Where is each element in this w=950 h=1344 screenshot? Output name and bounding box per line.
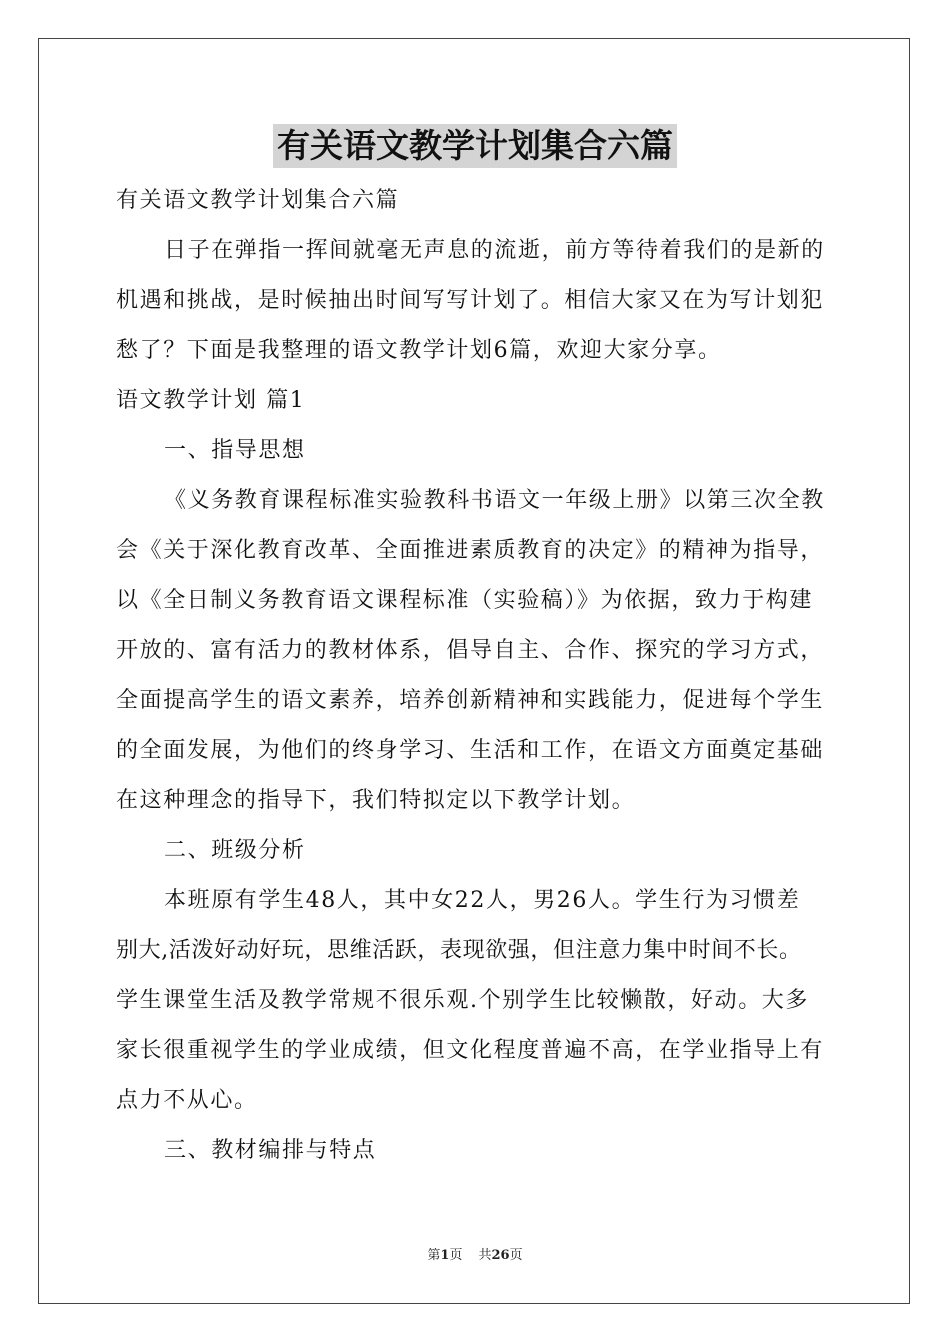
paragraph-line: 愁了？下面是我整理的语文教学计划6篇，欢迎大家分享。 xyxy=(116,338,722,363)
paragraph-line: 别大,活泼好动好玩，思维活跃，表现欲强，但注意力集中时间不长。 xyxy=(116,938,802,963)
page-number: 1 xyxy=(440,1248,450,1263)
total-pages: 26 xyxy=(491,1248,510,1263)
paragraph-line: 日子在弹指一挥间就毫无声息的流逝，前方等待着我们的是新的 xyxy=(164,238,825,263)
page-prefix: 第 xyxy=(427,1248,441,1263)
paragraph-line: 全面提高学生的语文素养，培养创新精神和实践能力，促进每个学生 xyxy=(116,688,825,713)
paragraph-line: 机遇和挑战，是时候抽出时间写写计划了。相信大家又在为写计划犯 xyxy=(116,288,825,313)
paragraph-line: 在这种理念的指导下，我们特拟定以下教学计划。 xyxy=(116,788,636,813)
document-body xyxy=(116,176,836,1176)
total-prefix: 共 xyxy=(478,1248,492,1263)
page-footer xyxy=(0,1244,950,1263)
paragraph-line: 开放的、富有活力的教材体系，倡导自主、合作、探究的学习方式， xyxy=(116,638,825,663)
paragraph-line: 以《全日制义务教育语文课程标准（实验稿）》为依据，致力于构建 xyxy=(116,588,814,613)
paragraph-line: 《义务教育课程标准实验教科书语文一年级上册》以第三次全教 xyxy=(164,488,825,513)
page-suffix: 页 xyxy=(449,1248,463,1263)
paragraph-line: 家长很重视学生的学业成绩，但文化程度普遍不高，在学业指导上有 xyxy=(116,1038,825,1063)
paragraph-line: 的全面发展，为他们的终身学习、生活和工作，在语文方面奠定基础 xyxy=(116,738,825,763)
subtitle-line: 有关语文教学计划集合六篇 xyxy=(116,188,400,213)
subsection-heading: 二、班级分析 xyxy=(164,838,306,863)
paragraph-line: 学生课堂生活及教学常规不很乐观.个别学生比较懒散，好动。大多 xyxy=(116,988,809,1013)
total-suffix: 页 xyxy=(509,1248,523,1263)
paragraph-line: 点力不从心。 xyxy=(116,1088,258,1113)
section-heading: 语文教学计划 篇1 xyxy=(116,388,306,413)
subsection-heading: 三、教材编排与特点 xyxy=(164,1138,377,1163)
paragraph-line: 会《关于深化教育改革、全面推进素质教育的决定》的精神为指导， xyxy=(116,538,825,563)
document-title: 有关语文教学计划集合六篇 xyxy=(273,124,677,168)
title-container xyxy=(0,124,950,168)
paragraph-line: 本班原有学生48人，其中女22人，男26人。学生行为习惯差 xyxy=(164,888,801,913)
subsection-heading: 一、指导思想 xyxy=(164,438,306,463)
